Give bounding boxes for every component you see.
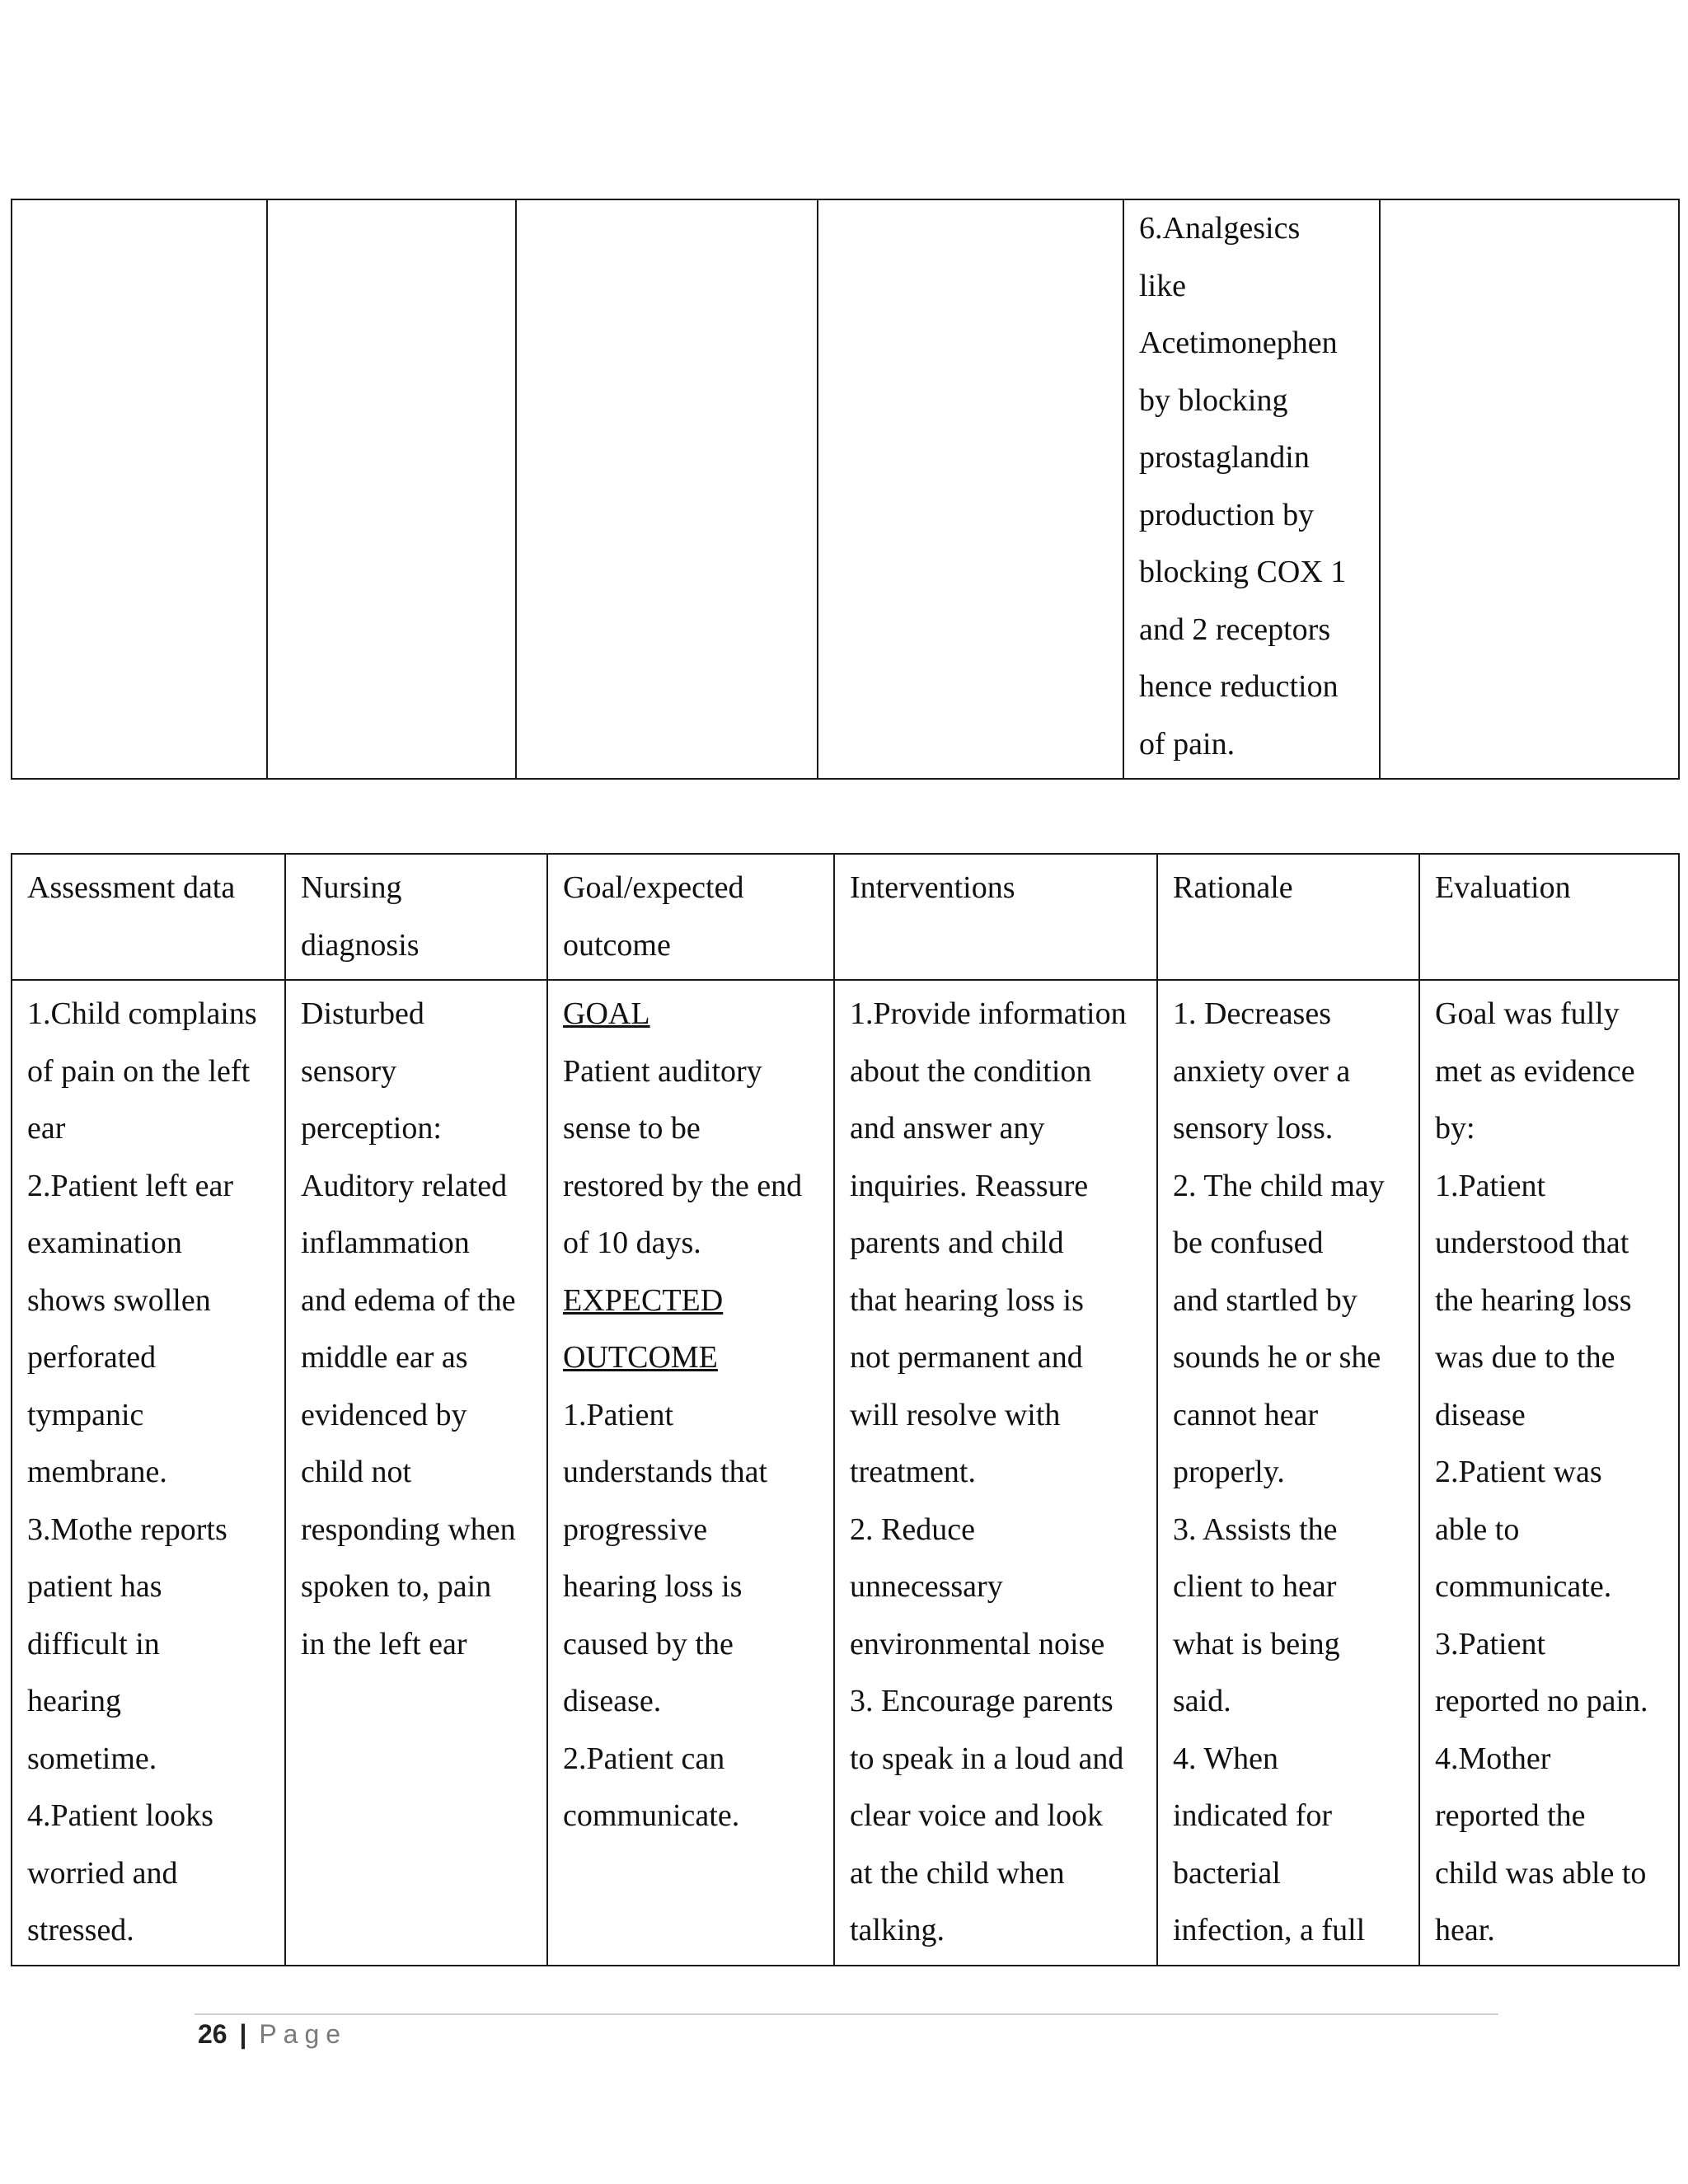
text-line: anxiety over a xyxy=(1173,1053,1351,1089)
text-line: and startled by xyxy=(1173,1282,1357,1318)
header-rationale xyxy=(1157,854,1419,980)
text-line: at the child when xyxy=(850,1855,1065,1891)
text-line: parents and child xyxy=(850,1226,1064,1260)
text-line: clear voice and look xyxy=(850,1798,1104,1833)
text-line: sometime. xyxy=(27,1741,157,1776)
text-line: sensory loss. xyxy=(1173,1111,1334,1146)
text-line: ear xyxy=(27,1111,66,1146)
text-line: 4. When xyxy=(1173,1741,1279,1776)
text-line: disease. xyxy=(563,1684,662,1718)
text-line: able to xyxy=(1435,1511,1520,1547)
text-line: Patient auditory xyxy=(563,1053,762,1089)
text-line: evidenced by xyxy=(301,1397,467,1432)
text-line: perforated xyxy=(27,1340,157,1375)
text-line: reported the xyxy=(1435,1798,1586,1833)
text-line: 2. Reduce xyxy=(850,1511,975,1547)
text-line: 3. Encourage parents xyxy=(850,1684,1114,1718)
diagnosis-cell xyxy=(285,980,547,1966)
text-line: 3.Patient xyxy=(1435,1626,1546,1661)
text-line: hearing loss is xyxy=(563,1569,743,1604)
text-line: 3. Assists the xyxy=(1173,1511,1338,1547)
text-line: patient has xyxy=(27,1569,162,1604)
text-line: the hearing loss xyxy=(1435,1282,1632,1318)
text-line: sounds he or she xyxy=(1173,1340,1381,1375)
assessment-cell xyxy=(12,980,285,1966)
text-line: client to hear xyxy=(1173,1569,1337,1604)
text-line: stressed. xyxy=(27,1913,134,1947)
text-line: 4.Mother xyxy=(1435,1741,1551,1776)
text-line: shows swollen xyxy=(27,1282,211,1318)
text-line: cannot hear xyxy=(1173,1397,1319,1432)
text-line: 6.Analgesics xyxy=(1139,211,1301,246)
text-line: properly. xyxy=(1173,1455,1285,1489)
empty-cell xyxy=(1380,199,1679,779)
text-line: 1.Child complains xyxy=(27,996,257,1031)
text-line: spoken to, pain xyxy=(301,1569,492,1604)
text-line: and answer any xyxy=(850,1111,1045,1146)
text-line: not permanent and xyxy=(850,1340,1083,1375)
text-line: production by xyxy=(1139,497,1315,532)
page-number: 26 xyxy=(198,2019,227,2049)
outcome-heading: EXPECTED xyxy=(563,1282,724,1318)
text-line: by: xyxy=(1435,1111,1475,1146)
rationale-cell xyxy=(1157,980,1419,1966)
text-line: unnecessary xyxy=(850,1569,1003,1604)
text-line: middle ear as xyxy=(301,1340,468,1375)
text-line: bacterial xyxy=(1173,1855,1281,1891)
text-line: understood that xyxy=(1435,1226,1629,1260)
header-text: outcome xyxy=(563,927,671,963)
text-line: of pain on the left xyxy=(27,1053,251,1089)
text-line: sensory xyxy=(301,1053,397,1089)
text-line: 1. Decreases xyxy=(1173,996,1332,1031)
header-text: Assessment data xyxy=(27,870,236,905)
text-line: worried and xyxy=(27,1855,178,1891)
table-row xyxy=(12,980,1679,1966)
text-line: 3.Mothe reports xyxy=(27,1511,227,1547)
empty-cell xyxy=(818,199,1123,779)
text-line: treatment. xyxy=(850,1455,976,1489)
header-interventions xyxy=(834,854,1157,980)
text-line: restored by the end xyxy=(563,1168,803,1203)
header-text: Evaluation xyxy=(1435,870,1571,905)
outcome-heading: OUTCOME xyxy=(563,1340,718,1375)
text-line: environmental noise xyxy=(850,1626,1105,1661)
text-line: Goal was fully xyxy=(1435,996,1620,1031)
empty-cell xyxy=(267,199,516,779)
header-text: Interventions xyxy=(850,870,1015,905)
text-line: caused by the xyxy=(563,1626,734,1661)
header-assessment xyxy=(12,854,285,980)
text-line: Auditory related xyxy=(301,1168,508,1203)
text-line: prostaglandin xyxy=(1139,440,1310,475)
text-line: communicate. xyxy=(563,1798,740,1833)
text-line: was due to the xyxy=(1435,1340,1615,1375)
text-line: Acetimonephen xyxy=(1139,326,1338,360)
text-line: and 2 receptors xyxy=(1139,612,1331,647)
goal-cell xyxy=(547,980,834,1966)
text-line: indicated for xyxy=(1173,1798,1333,1833)
text-line: child was able to xyxy=(1435,1855,1647,1891)
header-text: diagnosis xyxy=(301,927,420,963)
text-line: that hearing loss is xyxy=(850,1282,1084,1318)
header-text: Rationale xyxy=(1173,870,1293,905)
text-line: hear. xyxy=(1435,1913,1495,1947)
text-line: and edema of the xyxy=(301,1282,516,1318)
header-text: Nursing xyxy=(301,870,402,905)
text-line: progressive xyxy=(563,1511,708,1547)
text-line: said. xyxy=(1173,1684,1231,1718)
table-row xyxy=(12,199,1679,779)
text-line: by blocking xyxy=(1139,382,1288,418)
page-footer xyxy=(198,2018,347,2050)
goal-heading: GOAL xyxy=(563,996,650,1031)
text-line: of 10 days. xyxy=(563,1226,701,1260)
continuation-table xyxy=(11,199,1680,780)
header-goal xyxy=(547,854,834,980)
text-line: blocking COX 1 xyxy=(1139,555,1347,589)
text-line: child not xyxy=(301,1455,412,1489)
header-row xyxy=(12,854,1679,980)
text-line: 4.Patient looks xyxy=(27,1798,213,1833)
text-line: will resolve with xyxy=(850,1397,1061,1432)
text-line: 2.Patient can xyxy=(563,1741,725,1776)
text-line: talking. xyxy=(850,1913,945,1947)
text-line: like xyxy=(1139,268,1186,303)
text-line: met as evidence xyxy=(1435,1053,1635,1089)
page-label: Page xyxy=(259,2019,348,2049)
text-line: reported no pain. xyxy=(1435,1684,1648,1718)
text-line: inquiries. Reassure xyxy=(850,1168,1089,1203)
text-line: examination xyxy=(27,1226,182,1260)
header-diagnosis xyxy=(285,854,547,980)
text-line: disease xyxy=(1435,1397,1526,1432)
text-line: 1.Patient xyxy=(563,1397,674,1432)
text-line: communicate. xyxy=(1435,1569,1612,1604)
rationale-cell xyxy=(1123,199,1380,779)
text-line: difficult in xyxy=(27,1626,160,1661)
text-line: 2. The child may xyxy=(1173,1168,1385,1203)
text-line: responding when xyxy=(301,1511,516,1547)
header-evaluation xyxy=(1419,854,1679,980)
text-line: hence reduction xyxy=(1139,669,1339,704)
text-line: about the condition xyxy=(850,1053,1092,1089)
text-line: 1.Patient xyxy=(1435,1168,1546,1203)
text-line: Disturbed xyxy=(301,996,424,1031)
text-line: in the left ear xyxy=(301,1626,467,1661)
text-line: perception: xyxy=(301,1111,442,1146)
text-line: 2.Patient left ear xyxy=(27,1168,234,1203)
text-line: tympanic xyxy=(27,1397,144,1432)
interventions-cell xyxy=(834,980,1157,1966)
text-line: membrane. xyxy=(27,1455,167,1489)
text-line: 2.Patient was xyxy=(1435,1455,1602,1489)
care-plan-table xyxy=(11,853,1680,1966)
empty-cell xyxy=(516,199,818,779)
text-line: understands that xyxy=(563,1455,768,1489)
footer-rule xyxy=(195,2013,1498,2015)
text-line: sense to be xyxy=(563,1111,701,1146)
empty-cell xyxy=(12,199,267,779)
text-line: hearing xyxy=(27,1684,121,1718)
text-line: what is being xyxy=(1173,1626,1340,1661)
text-line: be confused xyxy=(1173,1226,1324,1260)
text-line: inflammation xyxy=(301,1226,470,1260)
text-line: to speak in a loud and xyxy=(850,1741,1124,1776)
text-line: 1.Provide information xyxy=(850,996,1127,1031)
header-text: Goal/expected xyxy=(563,870,744,905)
text-line: of pain. xyxy=(1139,726,1236,762)
evaluation-cell xyxy=(1419,980,1679,1966)
footer-separator: | xyxy=(239,2019,247,2049)
text-line: infection, a full xyxy=(1173,1913,1366,1947)
